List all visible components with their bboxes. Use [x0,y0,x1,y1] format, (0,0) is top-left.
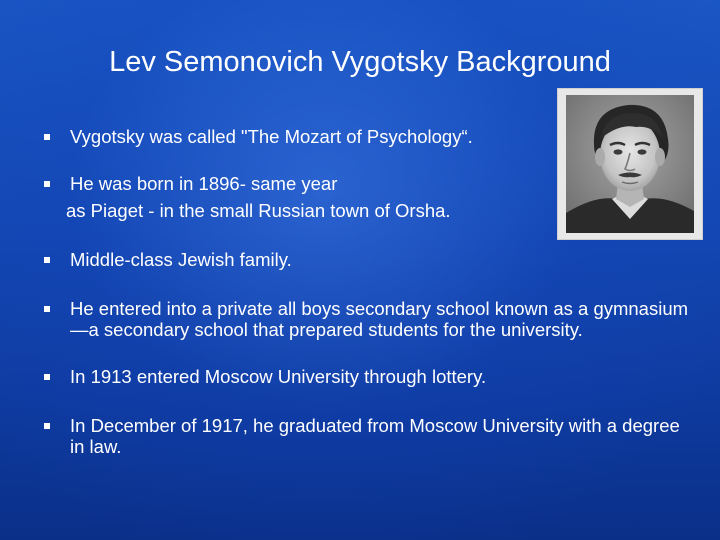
bullet-text: In December of 1917, he graduated from Moscow University with a degree in law. [70,415,680,457]
bullet-item [40,415,690,457]
bullet-item [40,249,690,270]
bullet-continuation-text: as Piaget - in the small Russian town of Orsha. [66,200,451,221]
portrait-illustration [566,95,694,233]
square-bullet-icon [44,257,50,263]
slide-title: Lev Semonovich Vygotsky Background [109,46,611,78]
bullet-item [40,298,690,340]
bullet-text: In 1913 entered Moscow University through lottery. [70,366,487,387]
square-bullet-icon [44,134,50,140]
square-bullet-icon [44,374,50,380]
bullet-item [40,366,690,387]
bullet-text: Middle-class Jewish family. [70,249,292,270]
portrait-photo-frame [558,89,702,239]
bullet-text: He entered into a private all boys secondary school known as a gymnasium—a secondary school that prepared students for the university. [70,298,689,340]
square-bullet-icon [44,306,50,312]
bullet-text: Vygotsky was called "The Mozart of Psychology“. [70,126,473,147]
square-bullet-icon [44,423,50,429]
square-bullet-icon [44,181,50,187]
bullet-text: He was born in 1896- same year [70,173,338,194]
portrait-photo [566,95,694,233]
